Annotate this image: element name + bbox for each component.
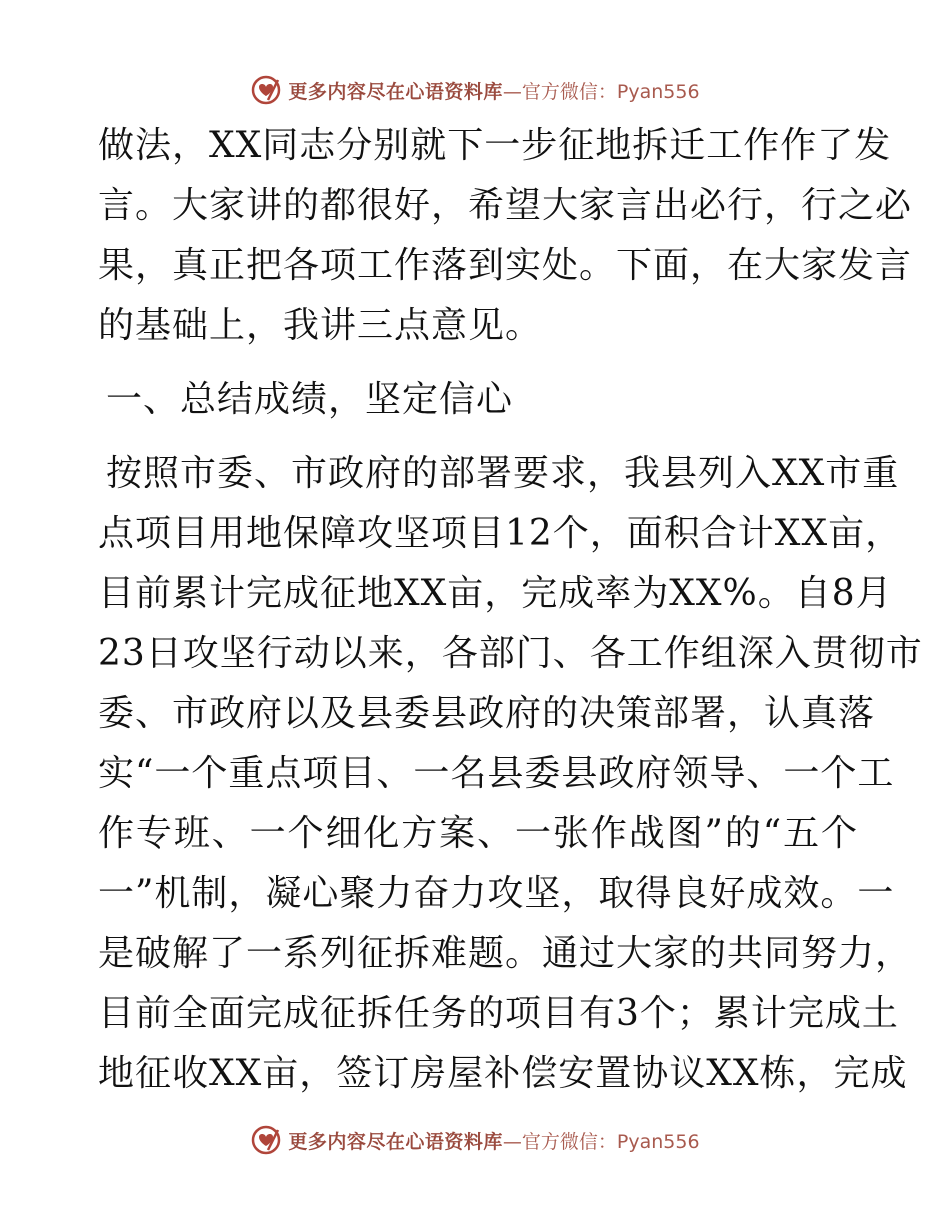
paragraph-line: 23日攻坚行动以来，各部门、各工作组深入贯彻市: [98, 633, 923, 674]
document-body: [98, 116, 923, 1104]
watermark-header: [0, 70, 950, 110]
paragraph-line: 委、市政府以及县委县政府的决策部署，认真落: [98, 693, 876, 734]
watermark-main-text: 更多内容尽在心语资料库: [288, 80, 503, 103]
watermark-wechat-text: —官方微信：Pyan556: [502, 1130, 700, 1153]
paragraph-line: 果，真正把各项工作落到实处。下面，在大家发言: [98, 245, 913, 286]
paragraph-line: 一”机制，凝心聚力奋力攻坚，取得良好成效。一: [98, 873, 895, 914]
paragraph-line: 点项目用地保障攻坚项目12个，面积合计XX亩，: [98, 513, 903, 554]
paragraph-line: 实“一个重点项目、一名县委县政府领导、一个工: [98, 753, 895, 794]
watermark-footer: [0, 1120, 950, 1160]
watermark-main-text: 更多内容尽在心语资料库: [288, 1130, 503, 1153]
paragraph-line: 做法，XX同志分别就下一步征地拆迁工作作了发: [98, 125, 892, 166]
heart-pen-logo-icon: [250, 74, 282, 106]
heart-pen-logo-icon: [250, 1124, 282, 1156]
watermark-wechat-text: —官方微信：Pyan556: [502, 80, 700, 103]
paragraph-line: 是破解了一系列征拆难题。通过大家的共同努力，: [98, 933, 913, 974]
paragraph-line: 的基础上，我讲三点意见。: [98, 305, 543, 346]
paragraph-line: 言。大家讲的都很好，希望大家言出必行，行之必: [98, 185, 913, 226]
paragraph-line: 按照市委、市政府的部署要求，我县列入XX市重: [106, 453, 900, 494]
paragraph-line: 目前累计完成征地XX亩，完成率为XX%。自8月: [98, 573, 893, 614]
paragraph-line: 目前全面完成征拆任务的项目有3个；累计完成土: [98, 993, 899, 1034]
section-heading: 一、总结成绩，坚定信心: [106, 379, 514, 420]
paragraph-line: 作专班、一个细化方案、一张作战图”的“五个: [98, 813, 858, 854]
paragraph-line: 地征收XX亩，签订房屋补偿安置协议XX栋，完成: [98, 1053, 908, 1094]
